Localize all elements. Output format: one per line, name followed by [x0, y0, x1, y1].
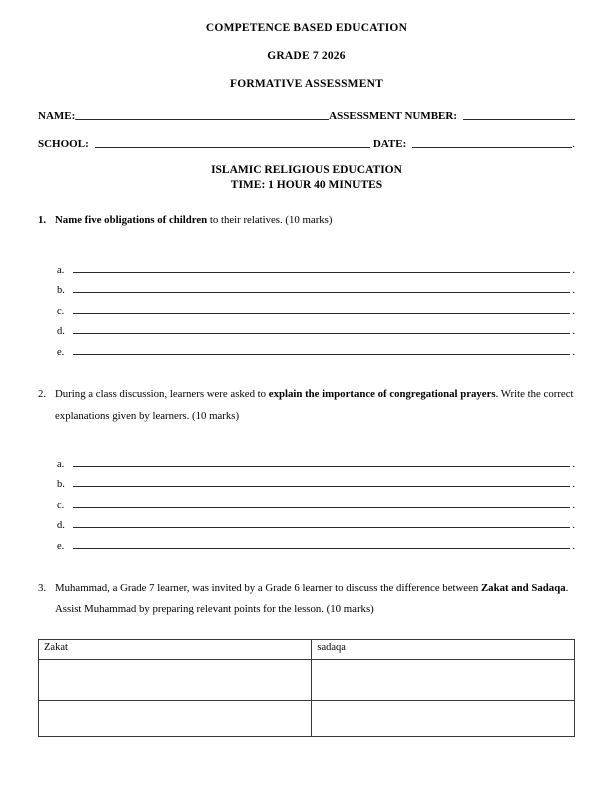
blank-line [73, 354, 570, 355]
blank-line [73, 507, 570, 508]
answer-line [38, 490, 575, 511]
answer-letter: c. [57, 305, 65, 317]
answer-letter: a. [57, 264, 65, 276]
name-label: NAME: [38, 110, 76, 122]
blank-line [73, 527, 570, 528]
line-terminator: . [572, 520, 575, 532]
doc-title: COMPETENCE BASED EDUCATION [205, 22, 408, 34]
table-cell [39, 659, 312, 700]
question-2-text: During a class discussion, learners were asked to explain the importance of congregational prayers. Write the correct explanations given by learners. (10 marks) [55, 387, 574, 422]
answer-line [38, 511, 575, 532]
blank-line [73, 313, 570, 314]
date-blank-line [412, 147, 572, 148]
assessment-number-label: ASSESSMENT NUMBER: [329, 110, 457, 122]
line-terminator: . [572, 458, 575, 470]
table-cell [312, 659, 575, 700]
answer-line [38, 255, 575, 276]
assessment-number-blank-line [463, 119, 575, 120]
line-terminator: . [572, 346, 575, 358]
time-allocation: TIME: 1 HOUR 40 MINUTES [230, 178, 383, 191]
answer-letter: d. [57, 520, 65, 532]
school-label: SCHOOL: [38, 138, 89, 150]
line-terminator: . [572, 540, 575, 552]
name-blank-line [75, 119, 329, 120]
answer-letter: e. [57, 540, 65, 552]
question-3-text: Muhammad, a Grade 7 learner, was invited by a Grade 6 learner to discuss the difference between Zakat and Sadaqa. Assist Muhammad by preparing relevant points for the lesson. (10 marks) [55, 581, 569, 616]
question-2-number: 2. [38, 387, 47, 400]
line-terminator: . [572, 285, 575, 297]
question-1-number: 1. [38, 213, 47, 226]
question-1 [38, 210, 575, 232]
answer-line [38, 470, 575, 491]
grade-line: GRADE 7 2026 [267, 50, 346, 62]
line-terminator: . [572, 479, 575, 491]
question-1-answers [38, 255, 575, 358]
answer-line [38, 296, 575, 317]
table-header-sadaqa: sadaqa [312, 639, 575, 659]
blank-line [73, 486, 570, 487]
table-cell [312, 700, 575, 736]
answer-letter: d. [57, 326, 65, 338]
question-2-answers [38, 449, 575, 552]
date-terminator: . [572, 138, 575, 150]
blank-line [73, 466, 570, 467]
answer-letter: c. [57, 499, 65, 511]
subject-block [38, 163, 575, 193]
date-label: DATE: [370, 138, 407, 150]
blank-line [73, 292, 570, 293]
name-assessment-row [38, 107, 575, 122]
question-1-text: Name five obligations of children to their relatives. (10 marks) [55, 213, 333, 226]
answer-letter: b. [57, 285, 65, 297]
answer-line [38, 531, 575, 552]
question-2 [38, 384, 575, 427]
answer-line [38, 337, 575, 358]
zakat-sadaqa-table [38, 639, 575, 737]
school-date-row [38, 135, 575, 150]
school-blank-line [95, 147, 370, 148]
answer-letter: b. [57, 479, 65, 491]
blank-line [73, 548, 570, 549]
question-3-number: 3. [38, 581, 47, 594]
line-terminator: . [572, 326, 575, 338]
blank-line [73, 272, 570, 273]
answer-line [38, 276, 575, 297]
answer-letter: e. [57, 346, 65, 358]
line-terminator: . [572, 305, 575, 317]
line-terminator: . [572, 499, 575, 511]
assessment-type-line: FORMATIVE ASSESSMENT [229, 78, 383, 90]
blank-line [73, 333, 570, 334]
answer-letter: a. [57, 458, 65, 470]
table-cell [39, 700, 312, 736]
answer-line [38, 317, 575, 338]
question-3 [38, 578, 575, 621]
table-header-zakat: Zakat [39, 639, 312, 659]
subject-title: ISLAMIC RELIGIOUS EDUCATION [211, 164, 402, 176]
answer-line [38, 449, 575, 470]
line-terminator: . [572, 264, 575, 276]
